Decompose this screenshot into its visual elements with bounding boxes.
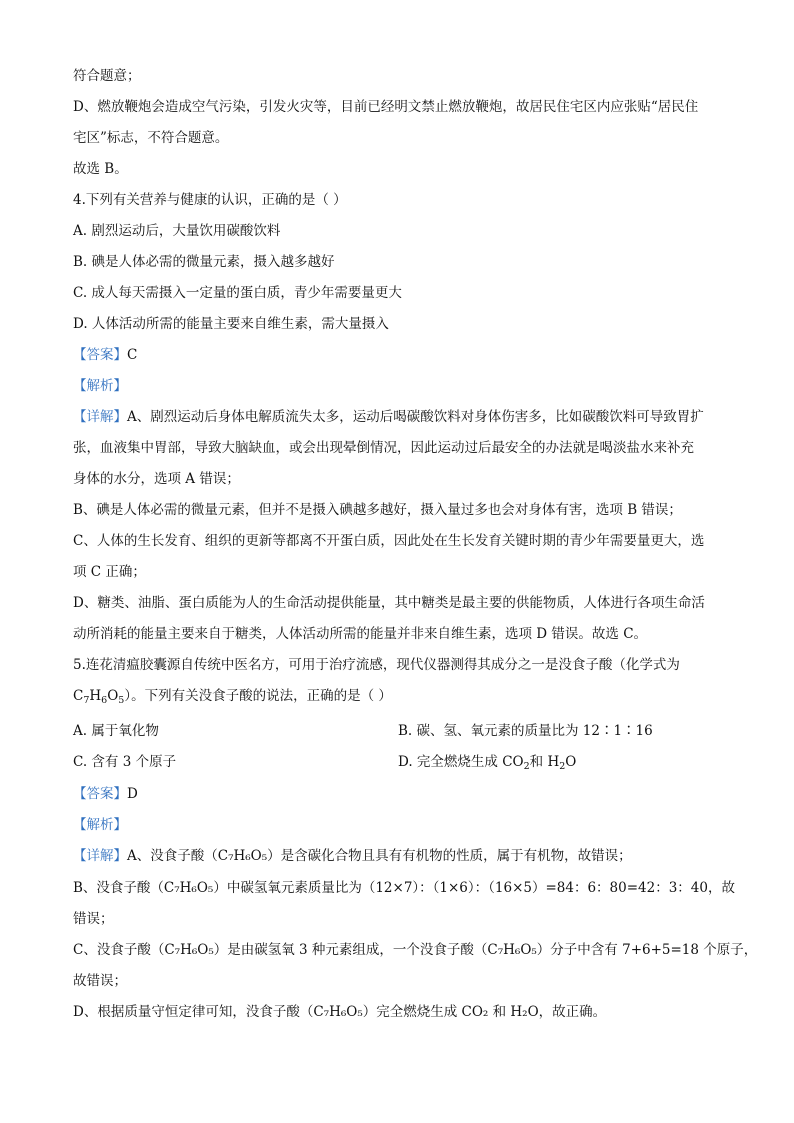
explanation-text: A、没食子酸（C₇H₆O₅）是含碳化合物且具有有机物的性质，属于有机物，故错误； [127,848,632,864]
option-text: 和 H [529,754,560,770]
question-5-option-c: C. 含有 3 个原子 [73,754,177,770]
answer-tag: 【答案】 [73,347,127,363]
question-4-explanation [73,407,744,427]
question-5-answer [73,784,744,804]
text-line: 身体的水分，选项 A 错误； [73,471,240,487]
question-4-answer [73,345,744,365]
option-text: O [565,754,577,770]
formula-part: C [73,688,84,704]
explanation-text: A、剧烈运动后身体电解质流失太多，运动后喝碳酸饮料对身体伤害多，比如碳酸饮料可导致胃扩 [127,409,704,425]
question-5-option-d [398,752,576,777]
subscript: 6 [101,695,108,706]
question-4-analysis-tag [73,376,744,396]
subscript: 5 [118,695,125,706]
text-line: C、人体的生长发育、组织的更新等都离不开蛋白质，因此处在生长发育关键时期的青少年需要量更大，选 [73,533,705,549]
text-line: 错误； [73,911,114,927]
text-line: 动所消耗的能量主要来自于糖类，人体活动所需的能量并非来自维生素，选项 D 错误。故选 C。 [73,626,648,642]
question-5-option-b: B. 碳、氢、氧元素的质量比为 12∶1∶16 [398,723,653,739]
analysis-tag: 【解析】 [73,817,127,833]
detail-tag: 【详解】 [73,848,127,864]
stem-tail: ）。下列有关没食子酸的说法，正确的是（ ） [124,688,392,704]
text-line: B、碘是人体必需的微量元素，但并不是摄入碘越多越好，摄入量过多也会对身体有害，选项 B 错误； [73,502,682,518]
option-text: D. 完全燃烧生成 CO [398,754,524,770]
subscript: 7 [83,695,90,706]
text-line: D、根据质量守恒定律可知，没食子酸（C₇H₆O₅）完全燃烧生成 CO₂ 和 H₂O，故正确。 [73,1004,607,1020]
text-line: 故错误； [73,973,127,989]
formula-part: O [107,688,119,704]
text-line: B、没食子酸（C₇H₆O₅）中碳氢氧元素质量比为（12×7）：（1×6）：（16×5）=84：6：80=42：3：40，故 [73,880,735,896]
question-4-option-a: A. 剧烈运动后，大量饮用碳酸饮料 [73,223,281,239]
subscript: 2 [559,761,566,772]
answer-value: C [127,347,138,363]
answer-tag: 【答案】 [73,786,127,802]
question-5-stem: 5.连花清瘟胶囊源自传统中医名方，可用于治疗流感，现代仪器测得其成分之一是没食子酸（化学式为 [73,657,680,673]
analysis-tag: 【解析】 [73,378,127,394]
text-line: 符合题意； [73,68,141,84]
question-5-option-a: A. 属于氧化物 [73,723,159,739]
text-line: 故选 B。 [73,161,128,177]
detail-tag: 【详解】 [73,409,127,425]
question-4-option-b: B. 碘是人体必需的微量元素，摄入越多越好 [73,254,335,270]
text-line: 宅区”标志，不符合题意。 [73,130,229,146]
formula-part: H [89,688,102,704]
question-5-stem-cont [73,686,744,711]
question-4-stem: 4.下列有关营养与健康的认识，正确的是（ ） [73,192,347,208]
text-line: 张，血液集中胃部，导致大脑缺血，或会出现晕倒情况，因此运动过后最安全的办法就是喝淡盐水来补充 [73,440,694,456]
answer-value: D [127,786,138,802]
question-4-option-d: D. 人体活动所需的能量主要来自维生素，需大量摄入 [73,316,389,332]
subscript: 2 [523,761,530,772]
question-5-analysis-tag [73,815,744,835]
question-4-option-c: C. 成人每天需摄入一定量的蛋白质，青少年需要量更大 [73,285,402,301]
text-line: C、没食子酸（C₇H₆O₅）是由碳氢氧 3 种元素组成，一个没食子酸（C₇H₆O₅）分子中含有 7+6+5=18 个原子， [73,942,758,958]
text-line: D、燃放鞭炮会造成空气污染，引发火灾等，目前已经明文禁止燃放鞭炮，故居民住宅区内应张贴“居民住 [73,99,699,115]
question-5-explanation [73,846,744,866]
text-line: 项 C 正确； [73,564,146,580]
text-line: D、糖类、油脂、蛋白质能为人的生命活动提供能量，其中糖类是最主要的供能物质，人体进行各项生命活 [73,595,705,611]
